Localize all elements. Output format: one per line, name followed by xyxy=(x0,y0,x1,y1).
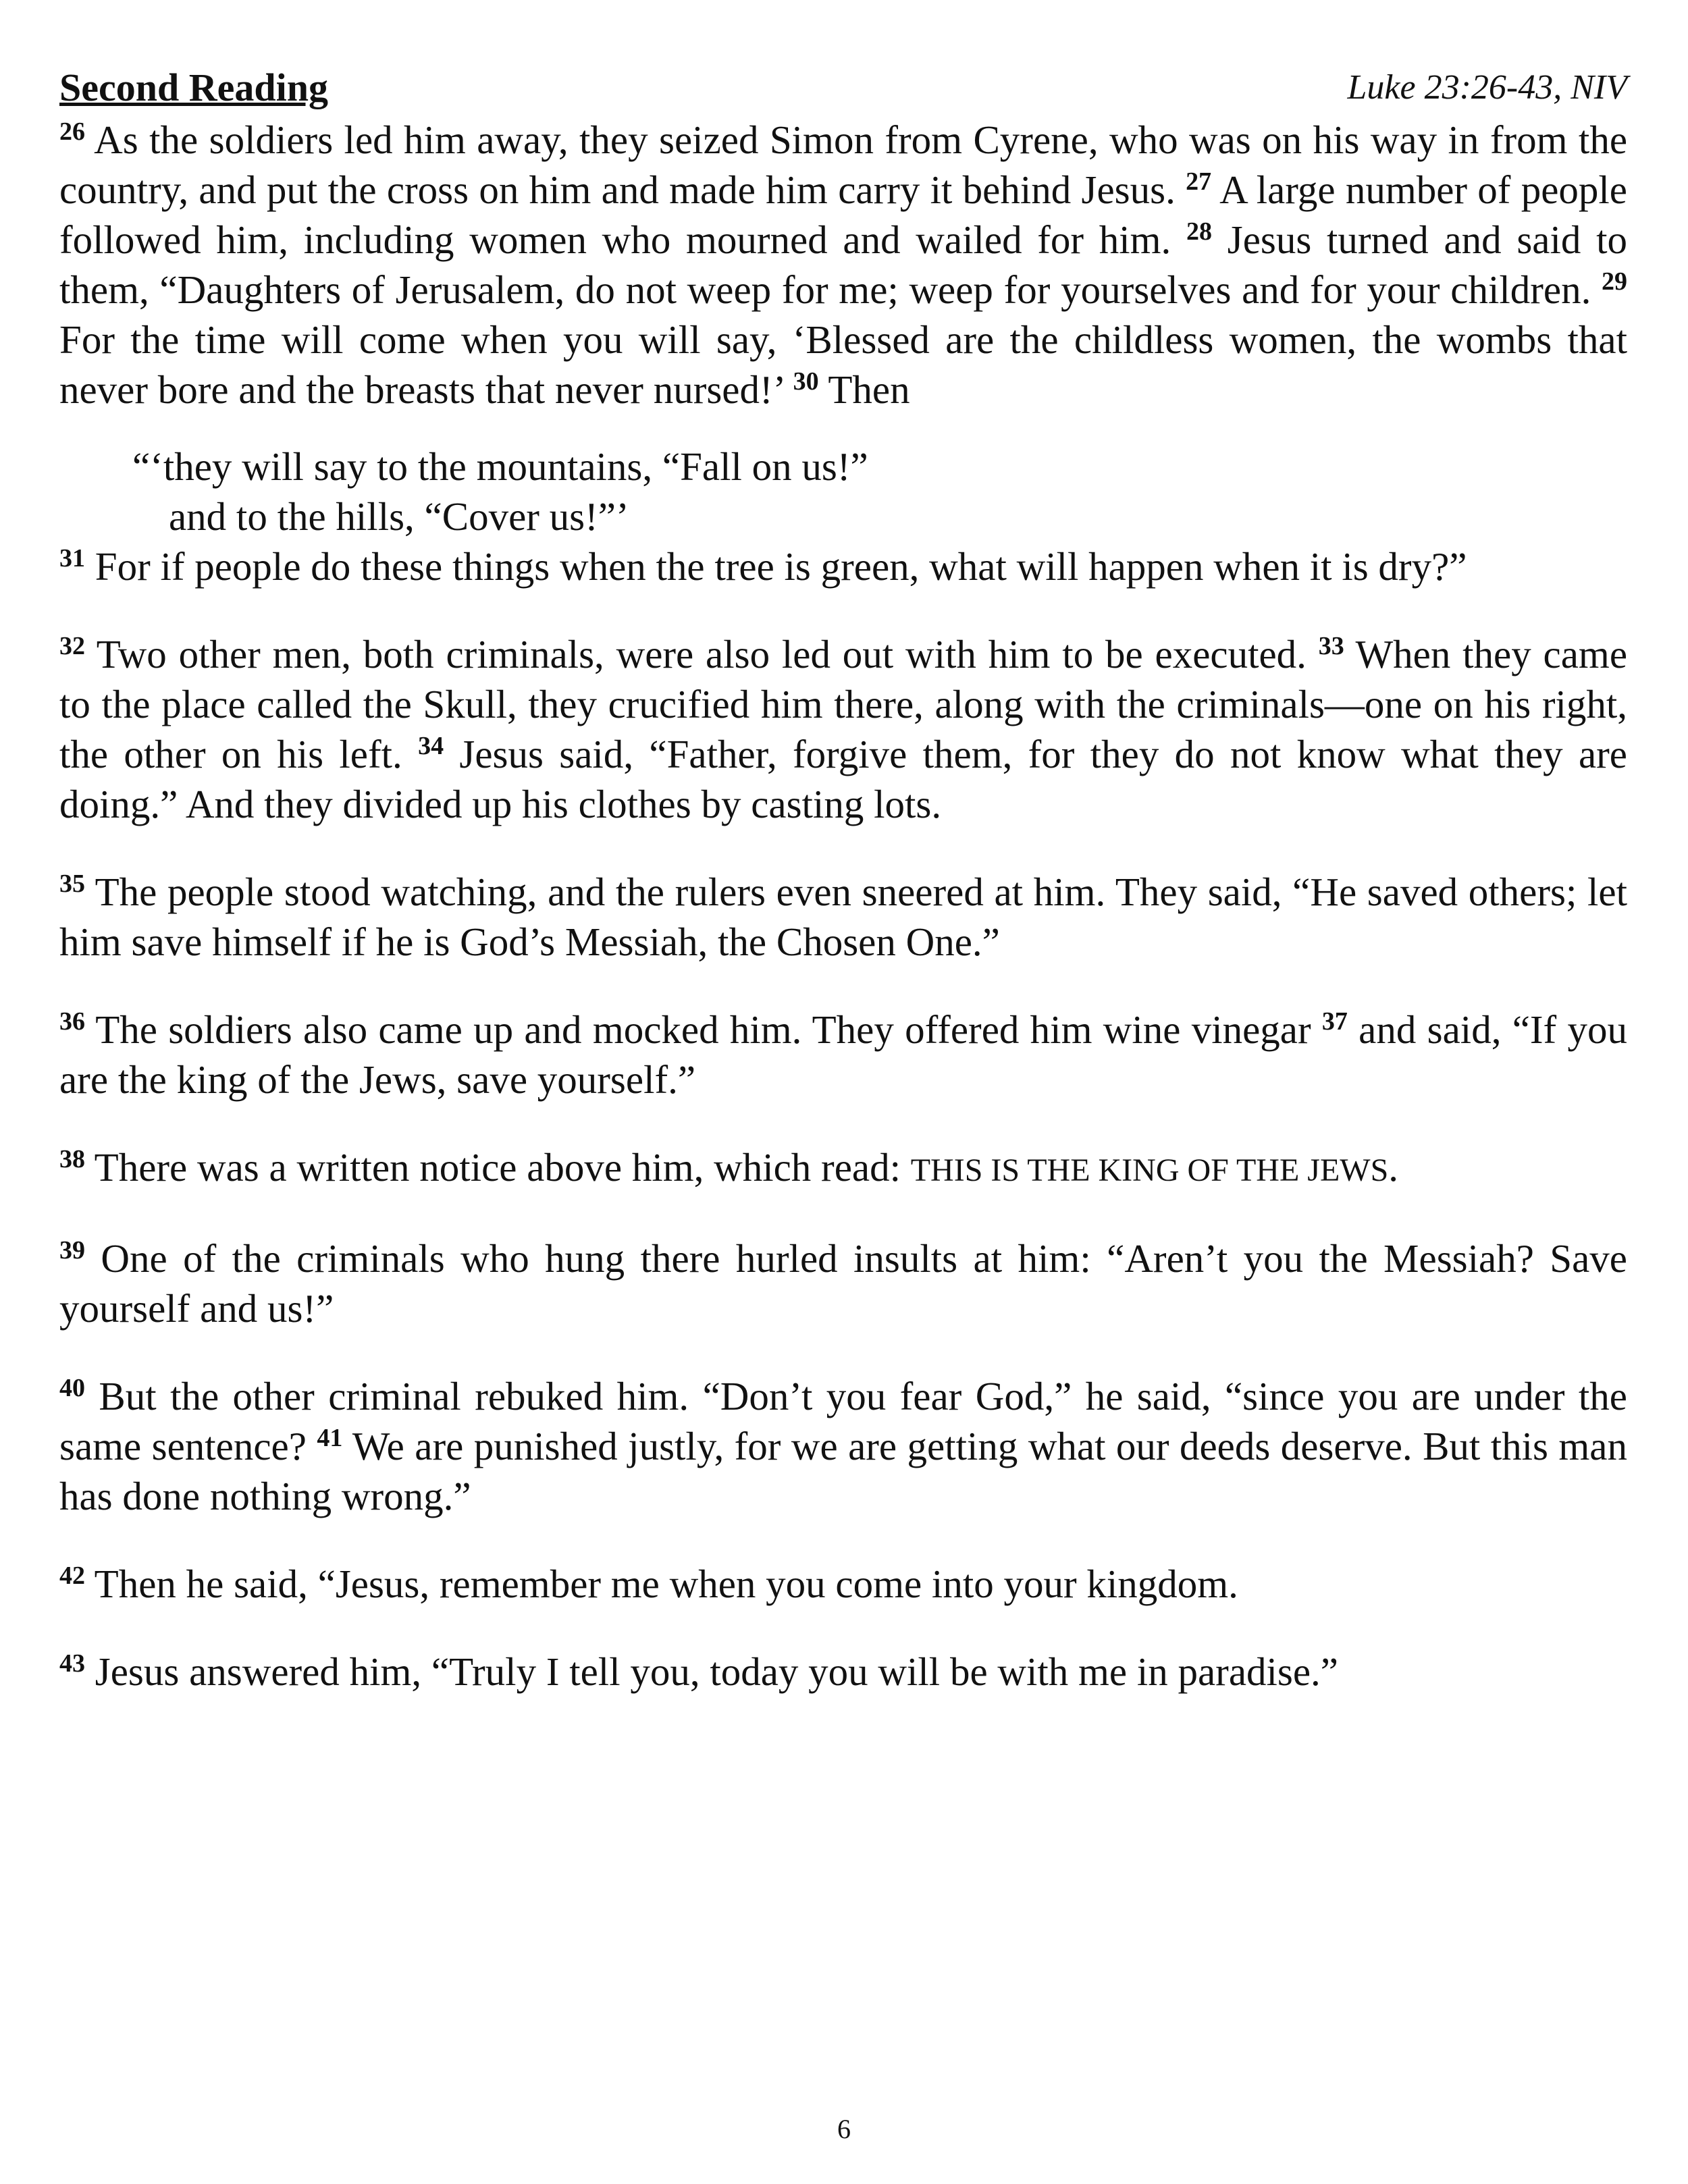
verse-text: Jesus answered him, “Truly I tell you, today you will be with me in paradise.” xyxy=(85,1649,1338,1694)
verse-number: 30 xyxy=(793,367,819,396)
paragraph-26-30 xyxy=(59,115,1627,415)
verse-number: 31 xyxy=(59,544,85,572)
verse-text: There was a written notice above him, which read: xyxy=(85,1145,911,1190)
verse-number: 38 xyxy=(59,1145,85,1173)
verse-number: 40 xyxy=(59,1374,85,1402)
verse-text: Jesus turned and said to them, “Daughters of Jerusalem, do not weep for me; weep for yourselves and for your children. xyxy=(59,217,1627,312)
verse-number: 39 xyxy=(59,1236,85,1264)
document-page xyxy=(59,61,1627,1734)
paragraph-40-41 xyxy=(59,1371,1627,1521)
verse-text: When they came to the place called the Skull, they crucified him there, along with the criminals—one on his right, the other on his left. xyxy=(59,632,1628,776)
paragraph-39 xyxy=(59,1233,1627,1333)
poetry-line: “‘they will say to the mountains, “Fall on us!” xyxy=(132,444,868,489)
verse-text: Then he said, “Jesus, remember me when you come into your kingdom. xyxy=(85,1562,1238,1606)
verse-number: 29 xyxy=(1602,267,1627,296)
verse-text: Jesus said, “Father, forgive them, for they do not know what they are doing.” And they divided up his clothes by casting lots. xyxy=(59,732,1627,826)
paragraph-32-34 xyxy=(59,629,1627,829)
verse-number: 41 xyxy=(317,1424,343,1452)
paragraph-35 xyxy=(59,867,1627,967)
reading-header xyxy=(59,61,1627,115)
poetry-line: and to the hills, “Cover us!”’ xyxy=(169,494,629,539)
verse-text: But the other criminal rebuked him. “Don’t you fear God,” he said, “since you are under the same sentence? xyxy=(59,1374,1627,1468)
verse-number: 34 xyxy=(418,732,444,760)
reading-title: Second Reading xyxy=(59,65,329,109)
verse-text: A large number of people followed him, including women who mourned and wailed for him. xyxy=(59,167,1627,262)
paragraph-31 xyxy=(59,541,1627,591)
page-number: 6 xyxy=(837,2114,851,2144)
verse-text: We are punished justly, for we are getting what our deeds deserve. But this man has done nothing wrong.” xyxy=(59,1424,1627,1518)
verse-text: As the soldiers led him away, they seized Simon from Cyrene, who was on his way in from the country, and put the cross on him and made him carry it behind Jesus. xyxy=(59,117,1627,212)
verse-number: 32 xyxy=(59,632,85,660)
verse-text: One of the criminals who hung there hurled insults at him: “Aren’t you the Messiah? Save yourself and us!” xyxy=(59,1236,1627,1331)
verse-number: 42 xyxy=(59,1562,85,1590)
verse-text: For if people do these things when the tree is green, what will happen when it is dry?” xyxy=(85,544,1467,589)
verse-number: 27 xyxy=(1186,167,1212,196)
paragraph-36-37 xyxy=(59,1005,1627,1104)
verse-text: Two other men, both criminals, were also led out with him to be executed. xyxy=(85,632,1319,676)
verse-text: For the time will come when you will say, ‘Blessed are the childless women, the wombs that never bore and the breasts that never nursed!’ xyxy=(59,317,1627,412)
verse-number: 26 xyxy=(59,117,85,146)
verse-number: 35 xyxy=(59,870,85,898)
scripture-reference: Luke 23:26-43, NIV xyxy=(1347,68,1627,107)
verse-text-end: . xyxy=(1388,1145,1399,1190)
paragraph-43 xyxy=(59,1647,1627,1697)
verse-number: 43 xyxy=(59,1649,85,1678)
paragraph-38 xyxy=(59,1142,1627,1196)
poetry-block xyxy=(59,442,1627,541)
verse-number: 36 xyxy=(59,1007,85,1036)
written-notice: THIS IS THE KING OF THE JEWS xyxy=(910,1152,1389,1188)
verse-text: The people stood watching, and the rulers even sneered at him. They said, “He saved others; let him save himself if he is God’s Messiah, the Chosen One.” xyxy=(59,870,1627,964)
verse-number: 33 xyxy=(1318,632,1344,660)
verse-number: 28 xyxy=(1186,217,1213,246)
verse-text: and said, “If you are the king of the Jews, save yourself.” xyxy=(59,1007,1627,1102)
verse-text: Then xyxy=(818,367,910,412)
paragraph-42 xyxy=(59,1559,1627,1609)
verse-text: The soldiers also came up and mocked him. They offered him wine vinegar xyxy=(85,1007,1322,1052)
verse-number: 37 xyxy=(1321,1007,1348,1036)
